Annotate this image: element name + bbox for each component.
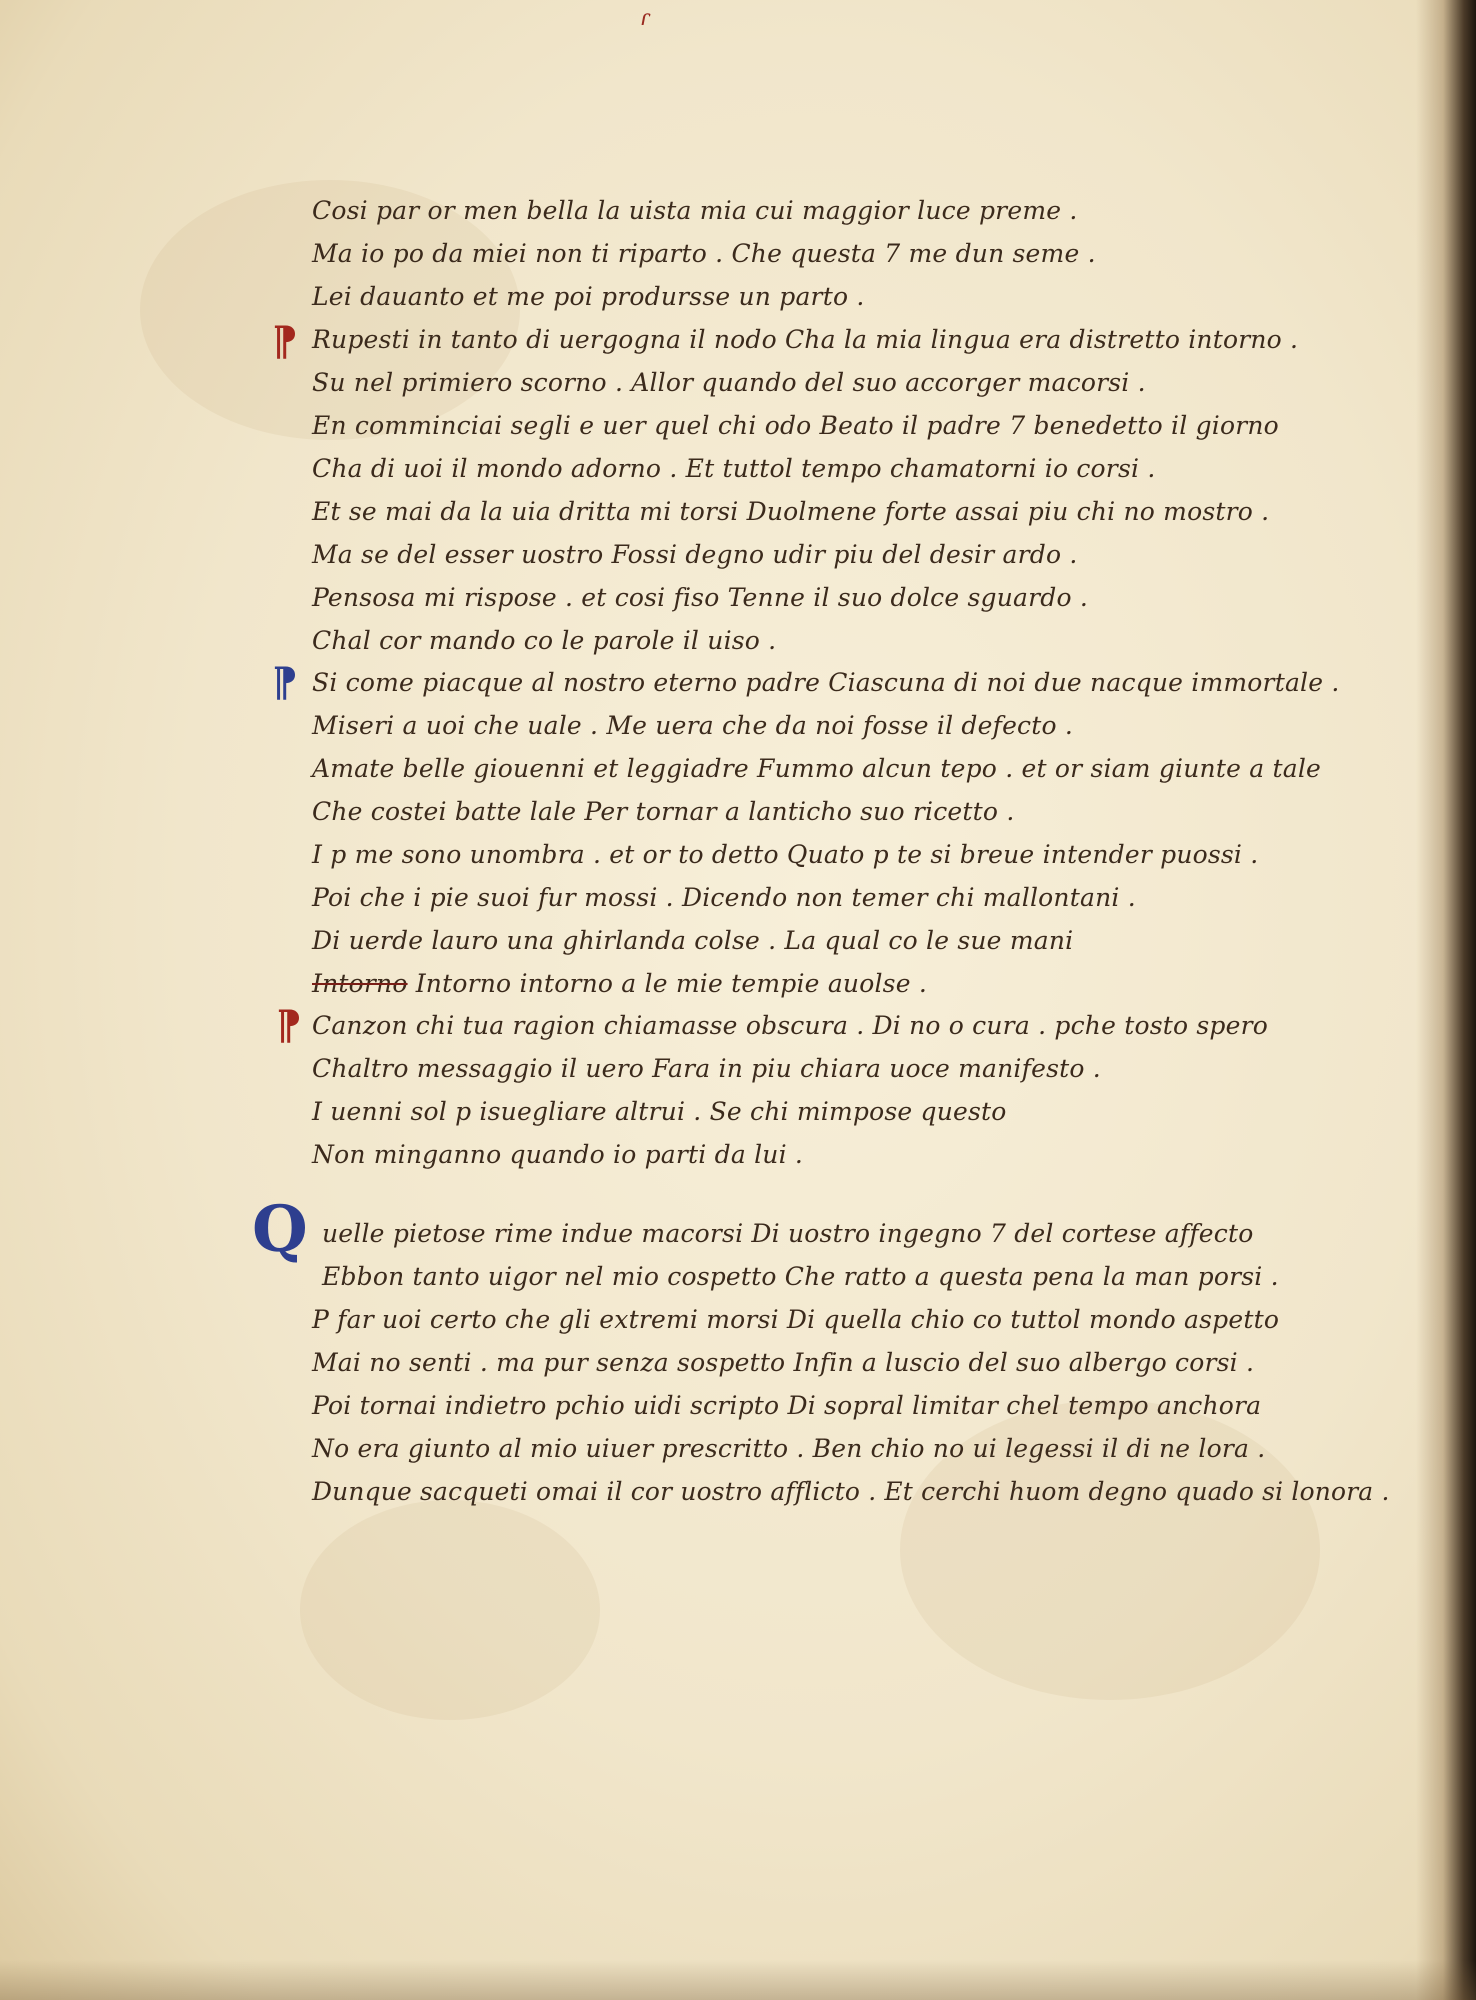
verse-line: Canzon chi tua ragion chiamasse obscura . Di no o cura . pche tosto spero [312, 1011, 1269, 1040]
verse-line: I uenni sol p isuegliare altrui . Se chi mimpose questo [312, 1097, 1007, 1126]
verse-line: Poi tornai indietro pchio uidi scripto Di sopral limitar chel tempo anchora [312, 1391, 1262, 1420]
verse-line: Intorno intorno a le mie tempie auolse . [415, 969, 927, 998]
verse-line: Chaltro messaggio il uero Fara in piu chiara uoce manifesto . [312, 1054, 1101, 1083]
verse-line: Ma se del esser uostro Fossi degno udir piu del desir ardo . [312, 540, 1078, 569]
verse-line: Miseri a uoi che uale . Me uera che da noi fosse il defecto . [312, 711, 1074, 740]
verse-line: Rupesti in tanto di uergogna il nodo Cha la mia lingua era distretto intorno . [312, 325, 1299, 354]
verse-line: Cosi par or men bella la uista mia cui maggior luce preme . [312, 196, 1078, 225]
verse-line: En comminciai segli e uer quel chi odo Beato il padre 7 benedetto il giorno [312, 411, 1279, 440]
verse-line: Amate belle giouenni et leggiadre Fummo alcun tepo . et or siam giunte a tale [312, 754, 1322, 783]
verse-line: Di uerde lauro una ghirlanda colse . La qual co le sue mani [312, 926, 1074, 955]
verse-line: P far uoi certo che gli extremi morsi Di quella chio co tuttol mondo aspetto [312, 1305, 1280, 1334]
verse-line: uelle pietose rime indue macorsi Di uostro ingegno 7 del cortese affecto [322, 1219, 1254, 1248]
paragraph-mark: ⁋ [272, 318, 298, 365]
paragraph-mark: ⁋ [276, 1002, 302, 1049]
verse-line: Che costei batte lale Per tornar a lanticho suo ricetto . [312, 797, 1015, 826]
verse-line: No era giunto al mio uiuer prescritto . Ben chio no ui legessi il di ne lora . [312, 1434, 1266, 1463]
verse-line: Cha di uoi il mondo adorno . Et tuttol tempo chamatorni io corsi . [312, 454, 1156, 483]
verse-line: Ma io po da miei non ti riparto . Che questa 7 me dun seme . [312, 239, 1096, 268]
verse-line: Dunque sacqueti omai il cor uostro afflicto . Et cerchi huom degno quado si lonora . [312, 1477, 1390, 1506]
verse-line: Pensosa mi rispose . et cosi fiso Tenne il suo dolce sguardo . [312, 583, 1089, 612]
verse-line: Poi che i pie suoi fur mossi . Dicendo non temer chi mallontani . [312, 883, 1136, 912]
verse-line: Ebbon tanto uigor nel mio cospetto Che ratto a questa pena la man porsi . [322, 1262, 1279, 1291]
verse-line: Chal cor mando co le parole il uiso . [312, 626, 777, 655]
verse-line: Non minganno quando io parti da lui . [312, 1140, 804, 1169]
struck-word: Intorno [312, 969, 408, 998]
verse-line-with-correction [312, 969, 927, 999]
decorated-initial-q: Q [252, 1192, 308, 1267]
paragraph-mark: ⁋ [272, 659, 298, 706]
verse-line: Lei dauanto et me poi prodursse un parto . [312, 282, 865, 311]
verse-line: Mai no senti . ma pur senza sospetto Infin a luscio del suo albergo corsi . [312, 1348, 1255, 1377]
folio-mark: ɾ [640, 6, 651, 31]
verse-line: Et se mai da la uia dritta mi torsi Duolmene forte assai piu chi no mostro . [312, 497, 1270, 526]
verse-line: I p me sono unombra . et or to detto Quato p te si breue intender puossi . [312, 840, 1259, 869]
verse-line: Si come piacque al nostro eterno padre Ciascuna di noi due nacque immortale . [312, 668, 1340, 697]
verse-line: Su nel primiero scorno . Allor quando del suo accorger macorsi . [312, 368, 1146, 397]
